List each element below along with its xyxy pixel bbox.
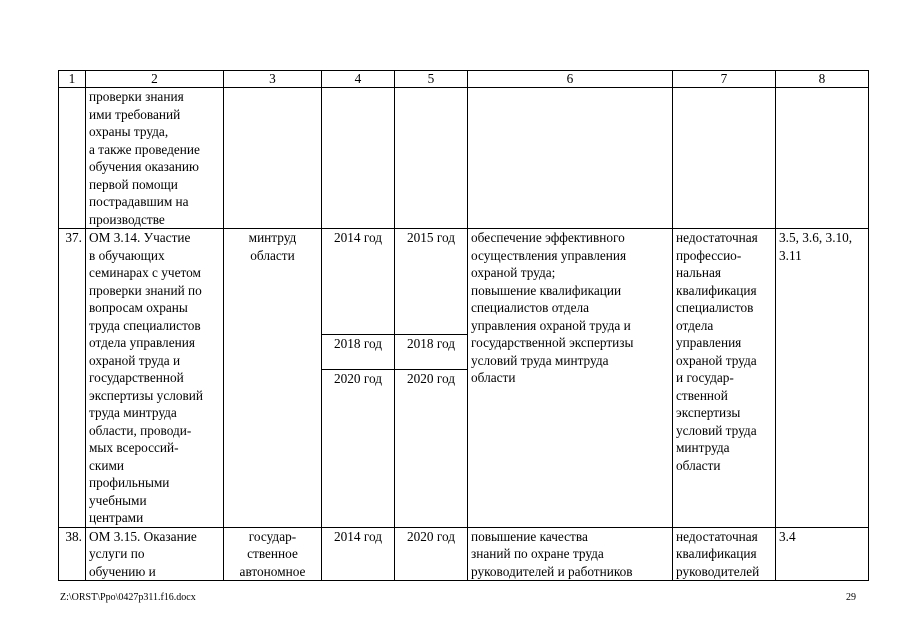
start-year-cell: 2018 год bbox=[322, 334, 395, 369]
indicator-link-cell: 3.4 bbox=[776, 527, 869, 581]
cont-end-cell bbox=[395, 88, 468, 229]
header-row bbox=[59, 71, 869, 88]
measures-table bbox=[58, 70, 869, 581]
cont-link-cell bbox=[776, 88, 869, 229]
row-number: 38. bbox=[59, 527, 86, 581]
cont-measure-cell: проверки знания ими требований охраны труда, а также проведение обучения оказанию первой помощи пострадавшим на производстве bbox=[86, 88, 224, 229]
measure-cell: ОМ 3.14. Участие в обучающих семинарах с учетом проверки знаний по вопросам охраны труда специалистов отдела управления охраной труда и государственной экспертизы условий труда минтруда области, проводи- мых всероссий- скими профильными учебными центрами bbox=[86, 229, 224, 528]
header-cell-6: 6 bbox=[468, 71, 673, 88]
executor-cell: минтруд области bbox=[224, 229, 322, 528]
header-cell-3: 3 bbox=[224, 71, 322, 88]
start-year-cell: 2014 год bbox=[322, 527, 395, 581]
footer-file-path: Z:\ORST\Ppo\0427p311.f16.docx bbox=[60, 592, 196, 603]
table-row-continuation bbox=[59, 88, 869, 229]
cont-start-cell bbox=[322, 88, 395, 229]
indicator-link-cell: 3.5, 3.6, 3.10, 3.11 bbox=[776, 229, 869, 528]
table-row-37 bbox=[59, 229, 869, 335]
result-cell: обеспечение эффективного осуществления управления охраной труда; повышение квалификации специалистов отдела управления охраной труда и государственной экспертизы условий труда минтруда области bbox=[468, 229, 673, 528]
cont-num-cell bbox=[59, 88, 86, 229]
cont-result-cell bbox=[468, 88, 673, 229]
executor-cell: государ- ственное автономное bbox=[224, 527, 322, 581]
end-year-cell: 2015 год bbox=[395, 229, 468, 335]
cont-executor-cell bbox=[224, 88, 322, 229]
start-year-cell: 2020 год bbox=[322, 369, 395, 527]
result-cell: повышение качества знаний по охране труда руководителей и работников bbox=[468, 527, 673, 581]
consequence-cell: недостаточная квалификация руководителей bbox=[673, 527, 776, 581]
header-cell-1: 1 bbox=[59, 71, 86, 88]
end-year-cell: 2020 год bbox=[395, 369, 468, 527]
measure-cell: ОМ 3.15. Оказание услуги по обучению и bbox=[86, 527, 224, 581]
table-row-38 bbox=[59, 527, 869, 581]
row-number: 37. bbox=[59, 229, 86, 528]
start-year-cell: 2014 год bbox=[322, 229, 395, 335]
consequence-cell: недостаточная профессио- нальная квалификация специалистов отдела управления охраной труда и государ- ственной экспертизы условий труда минтруда области bbox=[673, 229, 776, 528]
end-year-cell: 2020 год bbox=[395, 527, 468, 581]
header-cell-7: 7 bbox=[673, 71, 776, 88]
footer-page-number: 29 bbox=[846, 592, 856, 603]
end-year-cell: 2018 год bbox=[395, 334, 468, 369]
header-cell-4: 4 bbox=[322, 71, 395, 88]
header-cell-8: 8 bbox=[776, 71, 869, 88]
header-cell-5: 5 bbox=[395, 71, 468, 88]
header-cell-2: 2 bbox=[86, 71, 224, 88]
cont-consequence-cell bbox=[673, 88, 776, 229]
